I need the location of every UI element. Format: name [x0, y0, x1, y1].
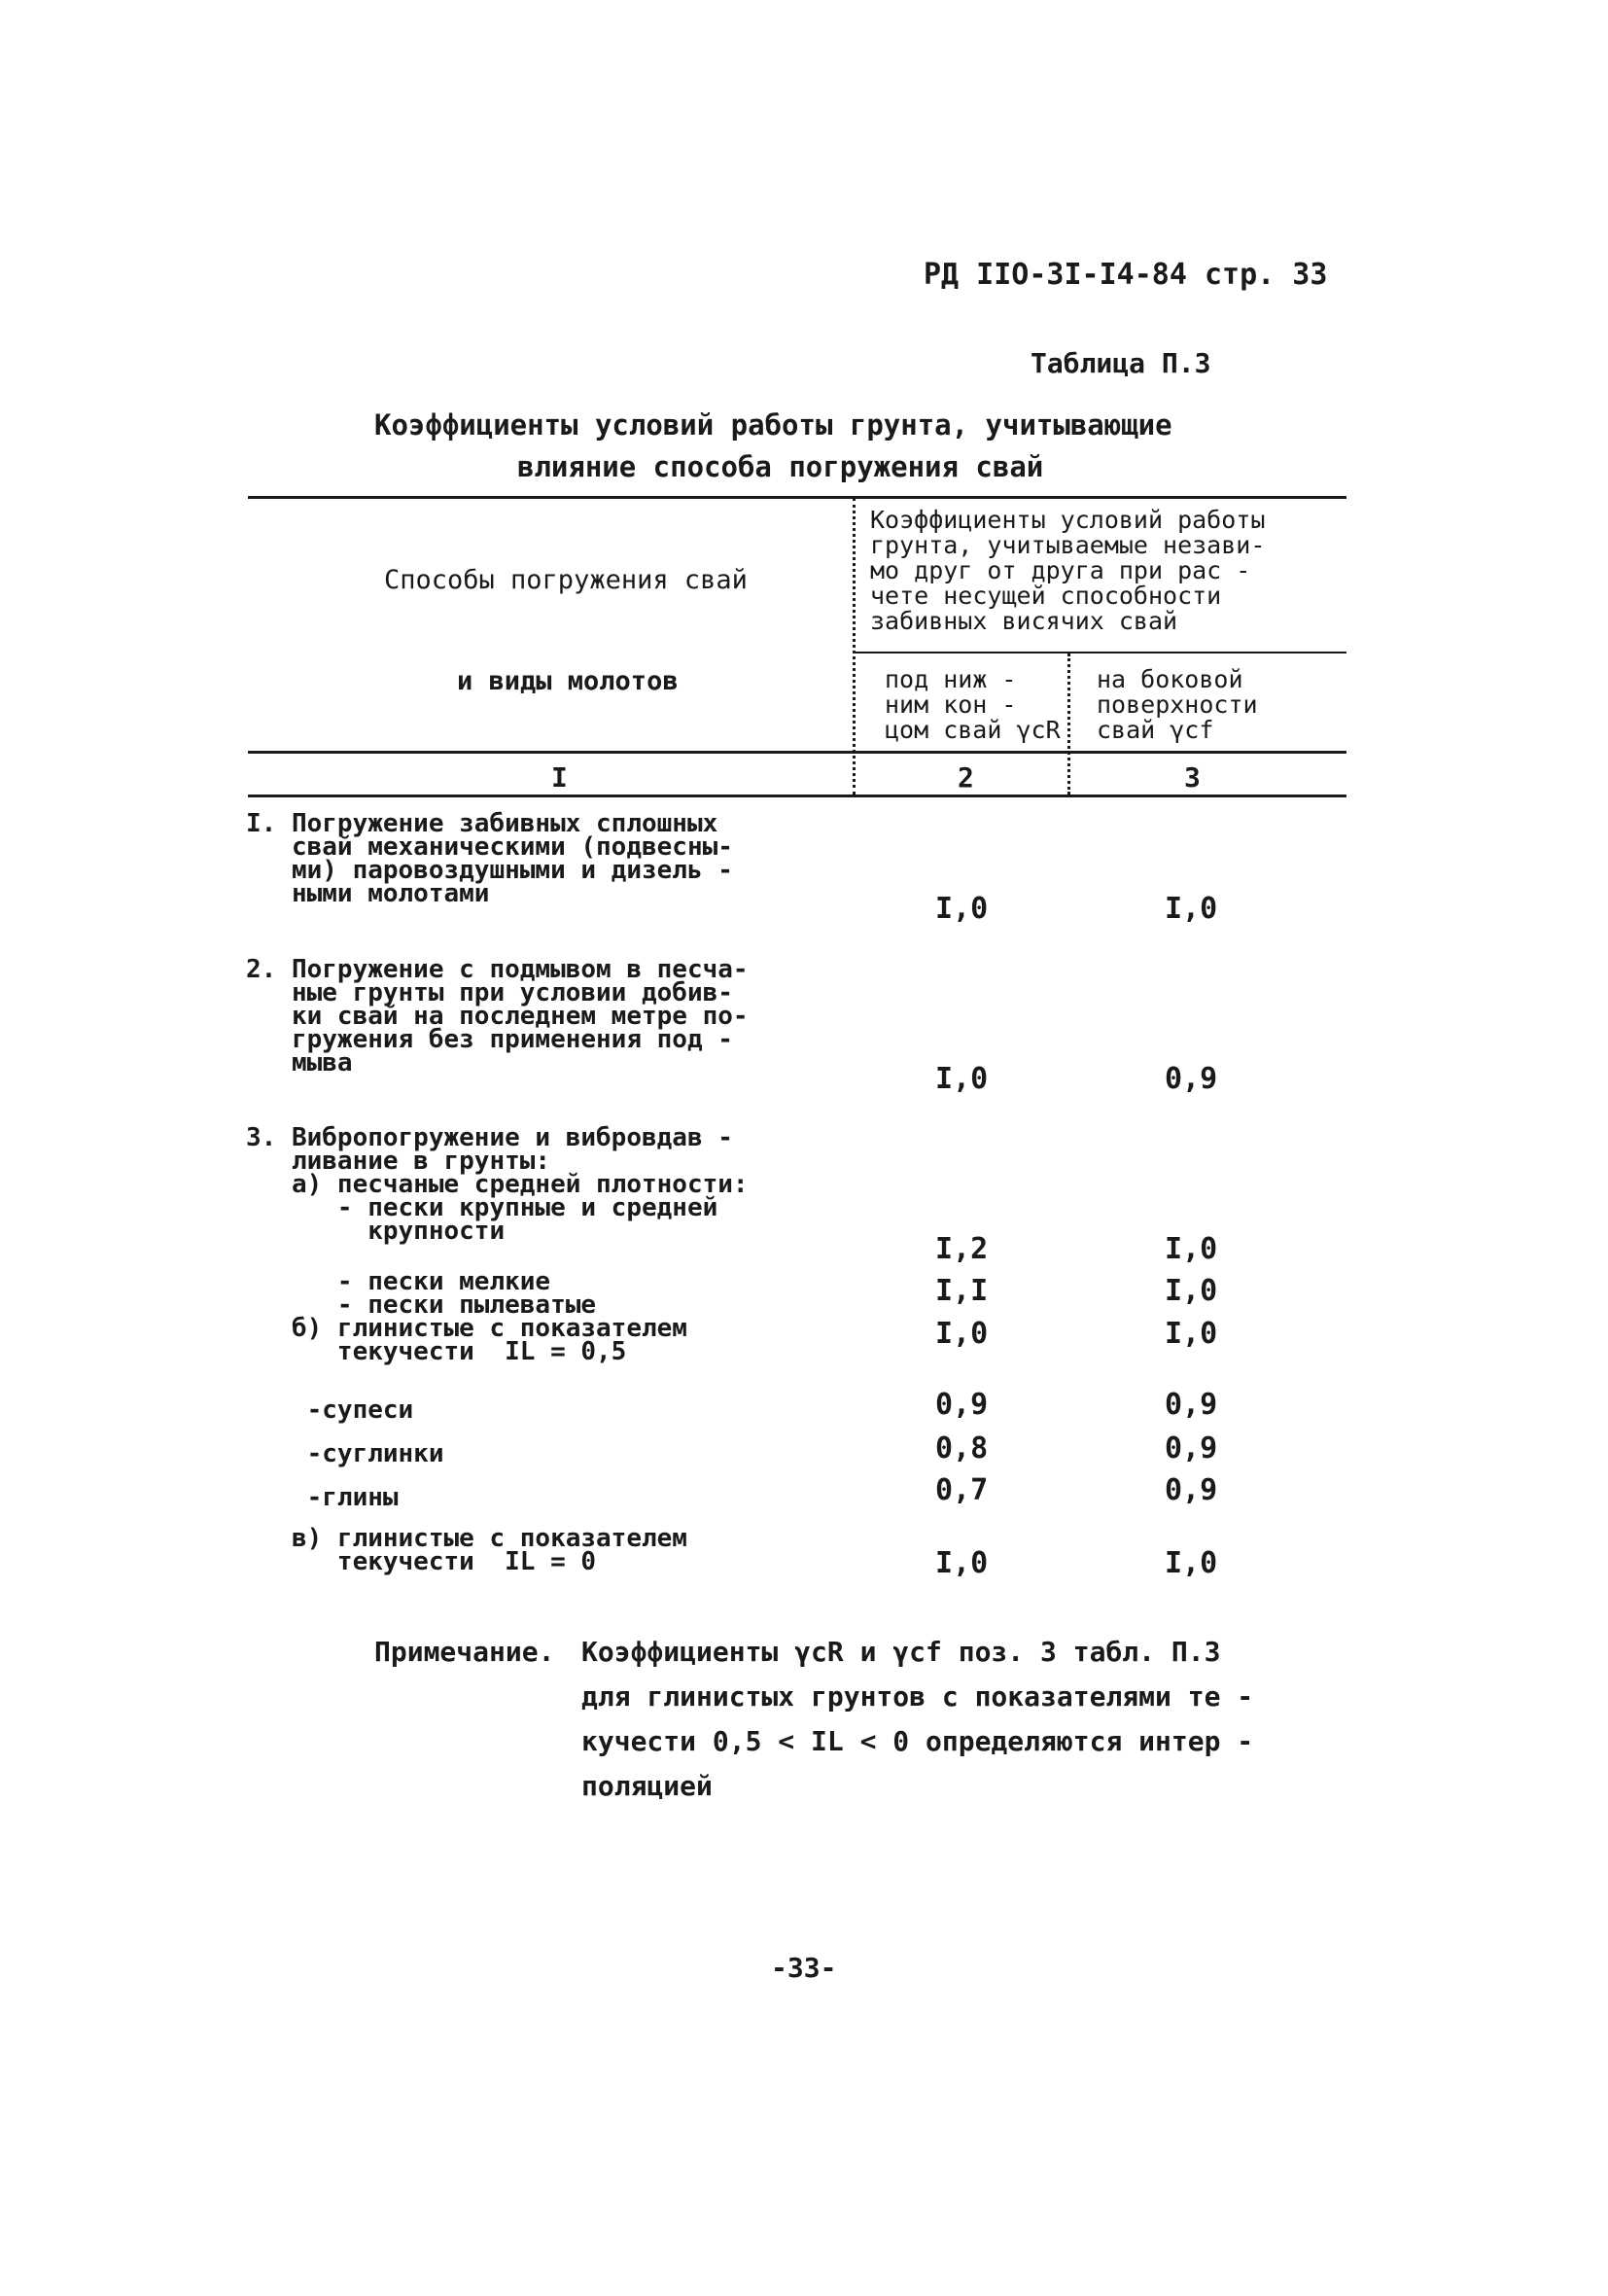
table-row-9-col2: I,0 — [935, 1546, 989, 1580]
table-row-7-text: -суглинки — [246, 1439, 444, 1468]
subheader-rule — [856, 652, 1346, 653]
col3-header: на боковой поверхности свай γcf — [1097, 665, 1258, 744]
table-row-3-col2: I,2 — [935, 1232, 989, 1266]
table-row-1-col3: I,0 — [1165, 892, 1218, 926]
table-row-6-col2: 0,9 — [935, 1388, 989, 1422]
table-row-5-col2: I,0 — [935, 1317, 989, 1351]
column-divider-2 — [1067, 653, 1070, 795]
table-row-6-text: -супеси — [246, 1395, 414, 1425]
note-line2: для глинистых грунтов с показателями те - — [581, 1680, 1254, 1713]
table-row-5-col3: I,0 — [1165, 1317, 1218, 1351]
page-number: -33- — [771, 1952, 837, 1984]
table-row-4-col2: I,I — [935, 1274, 989, 1308]
group-header: Коэффициенты условий работы грунта, учитываемые незави- мо друг от друга при рас - чете несущей способности забивных висячих свай — [870, 506, 1266, 635]
note-line1: Коэффициенты γcR и γcf поз. 3 табл. П.3 — [581, 1636, 1221, 1668]
colnum-bottom-rule — [248, 795, 1346, 797]
table-row-7-col3: 0,9 — [1165, 1431, 1218, 1466]
table-row-3-col3: I,0 — [1165, 1232, 1218, 1266]
col-number-2: 2 — [958, 761, 974, 794]
table-row-8-text: -глины — [246, 1483, 399, 1512]
table-row-1-col2: I,0 — [935, 892, 989, 926]
col1-header-line2: и виды молотов — [457, 666, 679, 696]
table-row-2-text: 2. Погружение с подмывом в песча- ные грунты при условии добив- ки свай на последнем метре по- гружения без применения под - мыва — [246, 955, 749, 1077]
table-top-rule — [248, 496, 1346, 499]
table-row-4-col3: I,0 — [1165, 1274, 1218, 1308]
col-number-3: 3 — [1184, 761, 1201, 794]
table-title-line1: Коэффициенты условий работы грунта, учитывающие — [374, 408, 1172, 442]
table-row-9-col3: I,0 — [1165, 1546, 1218, 1580]
table-row-1-text: I. Погружение забивных сплошных свай механическими (подвесны- ми) паровоздушными и дизель - ными молотами — [246, 809, 733, 908]
col1-header-line1: Способы погружения свай — [384, 565, 748, 595]
table-number: Таблица П.3 — [1031, 347, 1211, 379]
note-line3: кучести 0,5 < IL < 0 определяются интер - — [581, 1725, 1254, 1757]
table-row-7-col2: 0,8 — [935, 1431, 989, 1466]
document-reference: РД IIO-3I-I4-84 стр. 33 — [924, 258, 1328, 292]
table-row-2-col3: 0,9 — [1165, 1062, 1218, 1096]
table-title-line2: влияние способа погружения свай — [517, 450, 1044, 483]
table-row-6-col3: 0,9 — [1165, 1388, 1218, 1422]
note-line4: поляцией — [581, 1770, 713, 1802]
table-row-4-text: - пески мелкие — [246, 1267, 551, 1296]
note-label: Примечание. — [374, 1636, 555, 1668]
col-number-1: I — [551, 761, 568, 794]
col2-header: под ниж - ним кон - цом свай γcR — [885, 665, 1061, 744]
table-row-9-text: в) глинистые с показателем текучести IL = 0 — [291, 1524, 687, 1576]
table-row-5-text: - пески пылеватые б) глинистые с показателем текучести IL = 0,5 — [291, 1290, 687, 1366]
table-row-8-col2: 0,7 — [935, 1473, 989, 1507]
column-divider-1 — [853, 498, 856, 795]
table-row-3-text: 3. Вибропогружение и вибровдав - ливание в грунты: а) песчаные средней плотности: - пески крупные и средней крупности — [246, 1123, 749, 1246]
header-bottom-rule — [248, 751, 1346, 754]
table-row-8-col3: 0,9 — [1165, 1473, 1218, 1507]
table-row-2-col2: I,0 — [935, 1062, 989, 1096]
